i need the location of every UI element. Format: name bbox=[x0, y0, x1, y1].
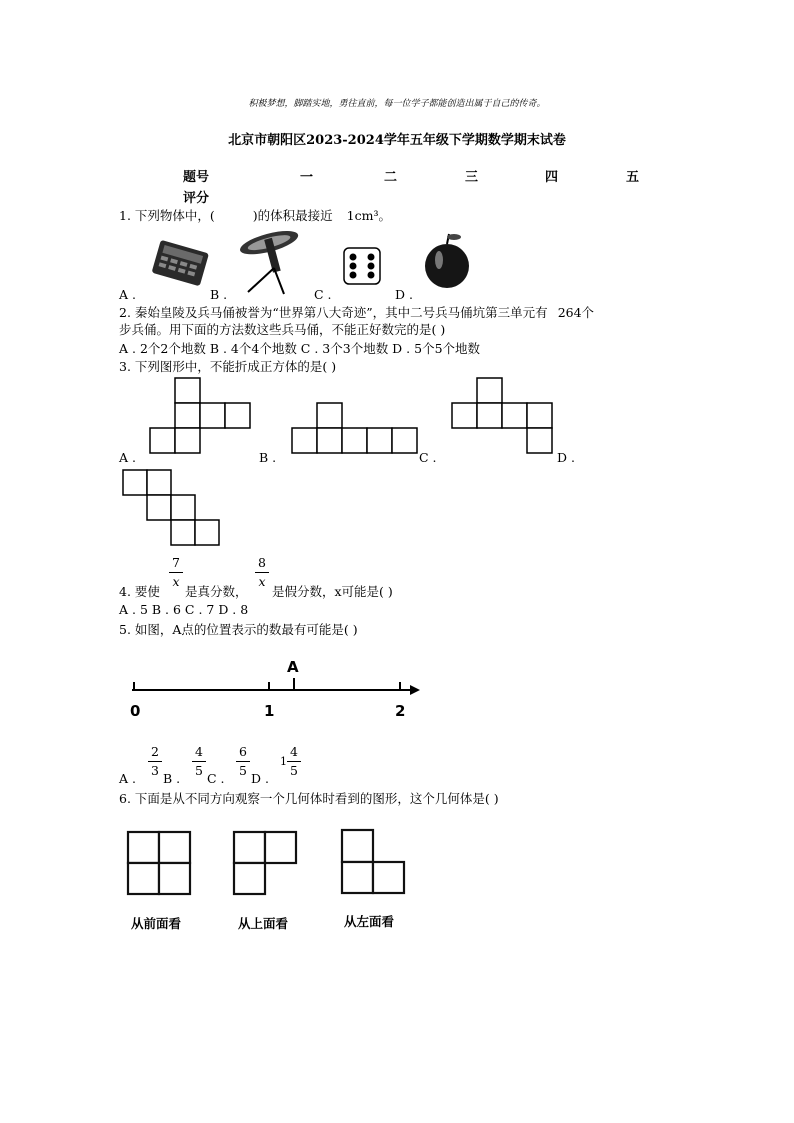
question-6-text: 6. 下面是从不同方向观察一个几何体时看到的图形，这个几何体是( ) bbox=[119, 791, 499, 806]
q5-fraction-a-num: 2 bbox=[151, 744, 159, 759]
view-front-caption: 从前面看 bbox=[131, 916, 182, 931]
q5-fraction-d-num: 4 bbox=[290, 744, 298, 759]
q4-fraction-1-num: 7 bbox=[172, 555, 180, 570]
number-line-tick-1: 1 bbox=[264, 702, 275, 720]
number-line-tick-0: 0 bbox=[130, 702, 141, 720]
q5-fraction-d-den: 5 bbox=[290, 763, 298, 778]
view-left bbox=[340, 828, 408, 896]
q4-fraction-2-num: 8 bbox=[258, 555, 266, 570]
calculator-icon bbox=[150, 240, 210, 288]
apple-icon bbox=[422, 228, 472, 292]
question-4-prefix: 4. 要使 bbox=[119, 584, 160, 599]
q5-fraction-d bbox=[287, 744, 301, 779]
q5-fraction-c-num: 6 bbox=[239, 744, 247, 759]
q4-fraction-1-den: x bbox=[172, 574, 180, 589]
score-table-col-4: 四 bbox=[545, 170, 559, 185]
q5-label-d: D . bbox=[251, 771, 269, 786]
question-2-line-2: 步兵俑。用下面的方法数这些兵马俑，不能正好数完的是( ) bbox=[119, 322, 446, 337]
view-left-caption: 从左面看 bbox=[344, 914, 395, 929]
q3-label-d: D . bbox=[557, 450, 575, 465]
score-table-col-5: 五 bbox=[626, 170, 640, 185]
question-2-options: A . 2个2个地数 B . 4个4个地数 C . 3个3个地数 D . 5个5个地数 bbox=[119, 341, 481, 356]
q5-fraction-a-den: 3 bbox=[151, 763, 159, 778]
view-top-caption: 从上面看 bbox=[238, 916, 289, 931]
question-5-text: 5. 如图，A点的位置表示的数最有可能是( ) bbox=[119, 622, 358, 637]
q5-label-b: B . bbox=[163, 771, 181, 786]
question-1-text bbox=[119, 206, 391, 224]
score-table-row-label: 评分 bbox=[183, 191, 210, 206]
cube-net-a bbox=[148, 377, 252, 457]
view-top bbox=[232, 830, 298, 896]
q5-fraction-b bbox=[192, 744, 206, 779]
q3-label-c: C . bbox=[419, 450, 437, 465]
q3-label-b: B . bbox=[259, 450, 277, 465]
q5-fraction-c-den: 5 bbox=[239, 763, 247, 778]
q5-label-a: A . bbox=[119, 771, 136, 786]
q5-fraction-a bbox=[148, 744, 162, 779]
score-table-col-2: 二 bbox=[384, 170, 398, 185]
score-table-header-label: 题号 bbox=[183, 170, 210, 185]
cube-net-d bbox=[121, 468, 223, 552]
page-title: 北京市朝阳区2023-2024学年五年级下学期数学期末试卷 bbox=[228, 133, 566, 148]
q5-label-c: C . bbox=[207, 771, 225, 786]
question-2-line-1 bbox=[119, 303, 594, 321]
q5-fraction-b-den: 5 bbox=[195, 763, 203, 778]
number-line-point-label: A bbox=[287, 658, 299, 676]
dragonfly-icon bbox=[238, 228, 310, 294]
q5-fraction-d-whole: 1 bbox=[280, 755, 287, 768]
score-table-col-1: 一 bbox=[300, 170, 314, 185]
q1-option-d: D . bbox=[395, 287, 413, 302]
cube-net-c bbox=[450, 377, 556, 457]
q4-fraction-2 bbox=[255, 555, 269, 590]
dice-icon bbox=[340, 244, 384, 288]
question-3-text: 3. 下列图形中，不能折成正方体的是( ) bbox=[119, 359, 337, 374]
score-table-col-3: 三 bbox=[465, 170, 479, 185]
question-2-line-1a: 2. 秦始皇陵及兵马俑被誉为“世界第八大奇迹”，其中二号兵马俑坑第三单元有 bbox=[119, 305, 548, 320]
q3-label-a: A . bbox=[119, 450, 136, 465]
question-2-line-1b: 264个 bbox=[557, 305, 595, 320]
q1-option-b: B . bbox=[210, 287, 228, 302]
question-1-unit: 1cm³。 bbox=[346, 208, 391, 223]
question-1-suffix: )的体积最接近 bbox=[252, 208, 333, 223]
question-4-suffix: 是假分数，x可能是( ) bbox=[272, 584, 393, 599]
question-4-mid: 是真分数， bbox=[185, 584, 248, 599]
q1-option-a: A . bbox=[119, 287, 136, 302]
q1-option-c: C . bbox=[314, 287, 332, 302]
number-line bbox=[120, 656, 430, 726]
q4-fraction-2-den: x bbox=[258, 574, 266, 589]
q5-fraction-b-num: 4 bbox=[195, 744, 203, 759]
q4-fraction-1 bbox=[169, 555, 183, 590]
number-line-tick-2: 2 bbox=[395, 702, 406, 720]
question-1-prefix: 1. 下列物体中，( bbox=[119, 208, 215, 223]
motto-text: 积极梦想，脚踏实地，勇往直前，每一位学子都能创造出属于自己的传奇。 bbox=[248, 99, 546, 109]
question-4-options: A . 5 B . 6 C . 7 D . 8 bbox=[119, 602, 249, 617]
q5-fraction-c bbox=[236, 744, 250, 779]
view-front bbox=[126, 830, 192, 896]
cube-net-b bbox=[290, 402, 420, 457]
